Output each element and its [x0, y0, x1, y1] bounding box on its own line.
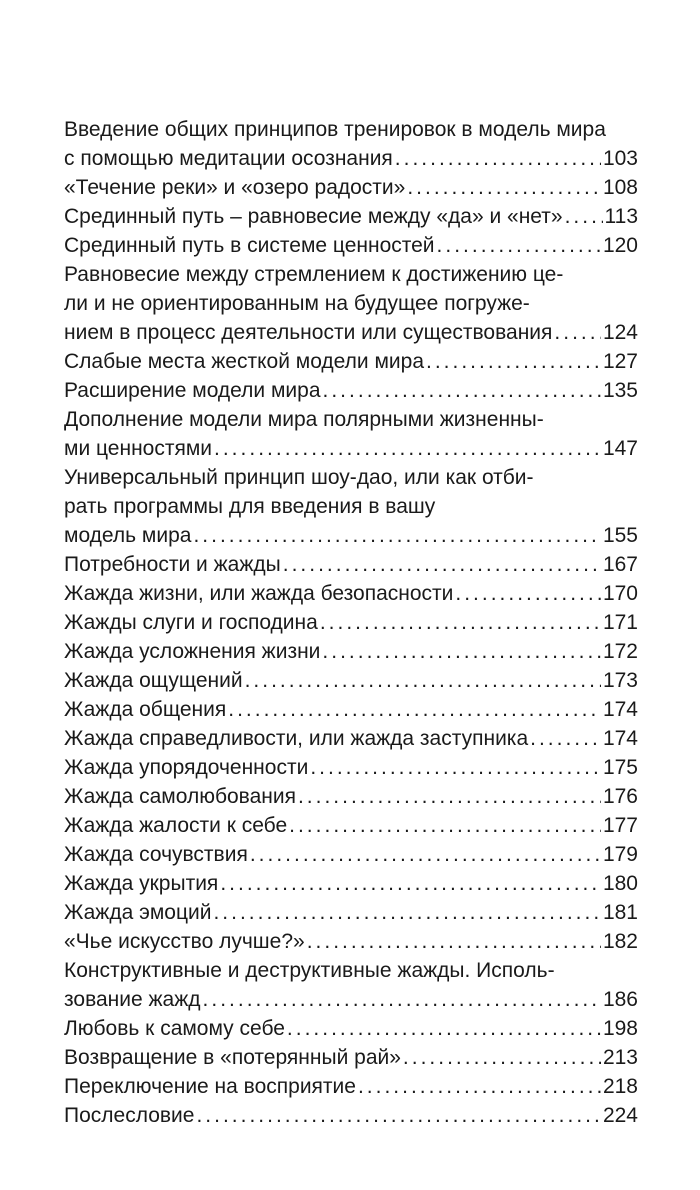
dot-leader [310, 753, 601, 782]
toc-entry-title: Жажда эмоций [64, 901, 212, 924]
dot-leader [407, 173, 601, 202]
toc-entry[interactable] [64, 260, 638, 347]
toc-entry-page-number: 113 [604, 205, 638, 228]
toc-entry[interactable] [64, 782, 638, 811]
toc-entry-title: Жажда жизни, или жажда безопасности [64, 582, 454, 605]
toc-entry-title-line: Универсальный принцип шоу-дао, или как отби- [64, 466, 534, 489]
toc-entry-title: Возвращение в «потерянный рай» [64, 1046, 401, 1069]
toc-entry-title: ми ценностями [64, 437, 213, 460]
dot-leader [403, 1043, 601, 1072]
toc-entry-page-number: 155 [602, 524, 638, 547]
toc-entry[interactable] [64, 376, 638, 405]
toc-entry-title-line: рать программы для введения в вашу [64, 495, 436, 518]
toc-entry-page-number: 176 [602, 785, 638, 808]
dot-leader [530, 724, 601, 753]
toc-entry[interactable] [64, 579, 638, 608]
toc-entry[interactable] [64, 202, 638, 231]
toc-entry-title: Жажда усложнения жизни [64, 640, 321, 663]
toc-entry-title: Жажда справедливости, или жажда заступника [64, 727, 529, 750]
dot-leader [554, 318, 601, 347]
toc-entry[interactable] [64, 231, 638, 260]
dot-leader [203, 985, 601, 1014]
toc-entry-title: Жажды слуги и господина [64, 611, 318, 634]
dot-leader [250, 840, 601, 869]
dot-leader [283, 550, 601, 579]
toc-entry-page-number: 170 [602, 582, 638, 605]
toc-entry-title: Потребности и жажды [64, 553, 281, 576]
dot-leader [196, 1101, 601, 1130]
toc-entry-page-number: 224 [602, 1104, 638, 1127]
dot-leader [289, 811, 601, 840]
toc-entry-page-number: 179 [602, 843, 638, 866]
toc-entry[interactable] [64, 608, 638, 637]
toc-entry-page-number: 135 [602, 379, 638, 402]
toc-entry-page-number: 218 [602, 1075, 638, 1098]
toc-entry-title-line: Конструктивные и деструктивные жажды. Исполь- [64, 959, 555, 982]
toc-entry[interactable] [64, 666, 638, 695]
toc-entry-page-number: 127 [602, 350, 638, 373]
toc-entry[interactable] [64, 956, 638, 1014]
dot-leader [245, 666, 601, 695]
table-of-contents-page [64, 115, 638, 1130]
dot-leader [287, 1014, 601, 1043]
dot-leader [214, 434, 601, 463]
dot-leader [220, 869, 601, 898]
toc-entry-page-number: 173 [602, 669, 638, 692]
dot-leader [307, 927, 601, 956]
toc-entry-title: Послесловие [64, 1104, 195, 1127]
toc-entry[interactable] [64, 1014, 638, 1043]
toc-entry-title: Жажда самолюбования [64, 785, 296, 808]
toc-entry[interactable] [64, 405, 638, 463]
toc-entry-title-line: Введение общих принципов тренировок в модель мира [64, 118, 606, 141]
toc-entry-page-number: 186 [602, 988, 638, 1011]
toc-entry-title-line: ли и не ориентированным на будущее погруже- [64, 292, 530, 315]
toc-entry-title: нием в процесс деятельности или существования [64, 321, 553, 344]
toc-entry[interactable] [64, 811, 638, 840]
toc-entry-page-number: 103 [602, 147, 638, 170]
dot-leader [426, 347, 601, 376]
toc-entry[interactable] [64, 927, 638, 956]
toc-entry-page-number: 171 [602, 611, 638, 634]
toc-entry-title: Любовь к самому себе [64, 1017, 285, 1040]
toc-entry-page-number: 174 [602, 698, 638, 721]
toc-entry[interactable] [64, 637, 638, 666]
dot-leader [228, 695, 601, 724]
toc-entry-title: Жажда общения [64, 698, 227, 721]
dot-leader [323, 376, 601, 405]
toc-entry-title: зование жажд [64, 988, 201, 1011]
toc-entry-title: «Течение реки» и «озеро радости» [64, 176, 406, 199]
toc-entry-page-number: 174 [602, 727, 638, 750]
toc-entry-title: Жажда ощущений [64, 669, 243, 692]
toc-entry-page-number: 124 [602, 321, 638, 344]
dot-leader [320, 608, 601, 637]
dot-leader [437, 231, 601, 260]
toc-entry-title: «Чье искусство лучше?» [64, 930, 305, 953]
toc-entry[interactable] [64, 1043, 638, 1072]
toc-entry-page-number: 182 [602, 930, 638, 953]
toc-entry-title: с помощью медитации осознания [64, 147, 393, 170]
toc-entry[interactable] [64, 753, 638, 782]
toc-entry-page-number: 180 [602, 872, 638, 895]
toc-entry[interactable] [64, 724, 638, 753]
toc-entry[interactable] [64, 173, 638, 202]
toc-entry[interactable] [64, 869, 638, 898]
toc-entry[interactable] [64, 840, 638, 869]
toc-entry-title: Жажда жалости к себе [64, 814, 288, 837]
toc-entry-title: модель мира [64, 524, 192, 547]
toc-entry-page-number: 175 [602, 756, 638, 779]
toc-entry-page-number: 181 [602, 901, 638, 924]
toc-entry-title: Срединный путь в системе ценностей [64, 234, 435, 257]
toc-entry-page-number: 198 [602, 1017, 638, 1040]
toc-entry-page-number: 108 [602, 176, 638, 199]
toc-entry-title: Срединный путь – равновесие между «да» и «нет» [64, 205, 563, 228]
dot-leader [395, 144, 601, 173]
dot-leader [193, 521, 601, 550]
dot-leader [298, 782, 601, 811]
toc-entry-page-number: 213 [602, 1046, 638, 1069]
toc-entry-title: Жажда укрытия [64, 872, 219, 895]
toc-entry-title: Жажда сочувствия [64, 843, 248, 866]
toc-entry-page-number: 167 [602, 553, 638, 576]
dot-leader [358, 1072, 601, 1101]
toc-entry-title: Слабые места жесткой модели мира [64, 350, 424, 373]
toc-entry[interactable] [64, 1072, 638, 1101]
dot-leader [322, 637, 601, 666]
toc-entry[interactable] [64, 115, 638, 173]
toc-entry-page-number: 120 [602, 234, 638, 257]
toc-entry-page-number: 177 [602, 814, 638, 837]
toc-entry-page-number: 147 [602, 437, 638, 460]
toc-entry[interactable] [64, 1101, 638, 1130]
toc-entry-title: Переключение на восприятие [64, 1075, 356, 1098]
toc-entry[interactable] [64, 695, 638, 724]
dot-leader [213, 898, 601, 927]
toc-entry[interactable] [64, 898, 638, 927]
toc-entry-title: Жажда упорядоченности [64, 756, 309, 779]
dot-leader [455, 579, 601, 608]
toc-entry-title-line: Дополнение модели мира полярными жизненны- [64, 408, 544, 431]
toc-entry-title: Расширение модели мира [64, 379, 321, 402]
dot-leader [565, 202, 603, 231]
toc-entry-title-line: Равновесие между стремлением к достижению це- [64, 263, 564, 286]
toc-entry[interactable] [64, 550, 638, 579]
toc-entry[interactable] [64, 463, 638, 550]
toc-entry[interactable] [64, 347, 638, 376]
toc-entry-page-number: 172 [602, 640, 638, 663]
table-of-contents [64, 115, 638, 1130]
